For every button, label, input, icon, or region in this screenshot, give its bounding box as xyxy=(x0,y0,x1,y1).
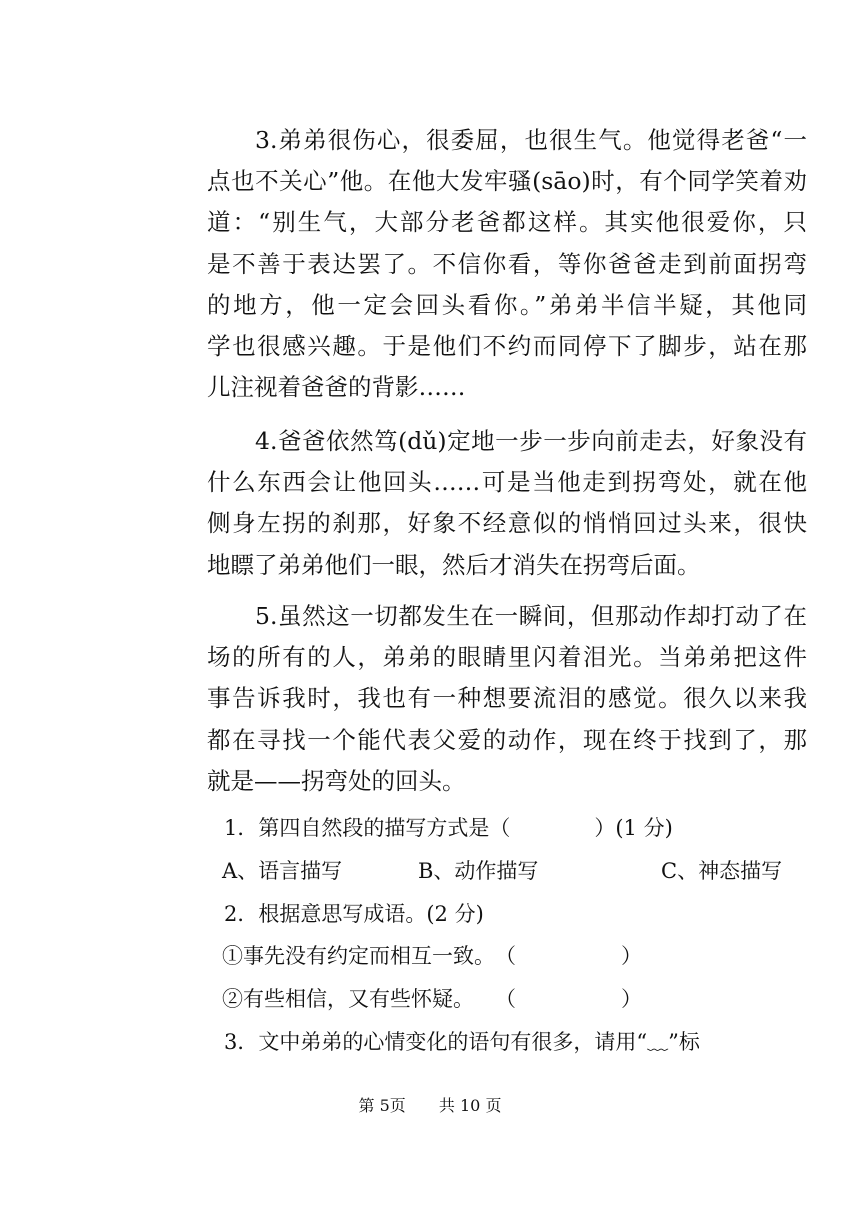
paragraph-line: 点也不关心”他。在他大发牢骚(sāo)时，有个同学笑着劝 xyxy=(207,167,807,196)
passage-paragraph-5 xyxy=(207,596,807,802)
page-footer xyxy=(0,1095,860,1117)
question-2-item-1: ①事先没有约定而相互一致。 （ ） xyxy=(222,944,642,968)
paragraph-line: 是不善于表达罢了。不信你看，等你爸爸走到前面拐弯 xyxy=(207,249,807,278)
paragraph-line: 事告诉我时，我也有一种想要流泪的感觉。很久以来我 xyxy=(207,684,807,713)
paragraph-line: 场的所有的人，弟弟的眼睛里闪着泪光。当弟弟把这件 xyxy=(207,643,807,672)
passage-paragraph-4 xyxy=(207,421,807,586)
paragraph-line: 道：“别生气，大部分老爸都这样。其实他很爱你，只 xyxy=(207,208,807,237)
paragraph-line: 5.虽然这一切都发生在一瞬间，但那动作却打动了在 xyxy=(255,602,807,630)
paragraph-line: 学也很感兴趣。于是他们不约而同停下了脚步，站在那 xyxy=(207,332,807,361)
paragraph-line: 什么东西会让他回头……可是当他走到拐弯处，就在他 xyxy=(207,468,807,497)
question-2: 2．根据意思写成语。(2 分) xyxy=(224,902,484,926)
page-total: 共 10 页 xyxy=(438,1096,502,1115)
option-b: B、动作描写 xyxy=(418,859,539,883)
paragraph-line: 就是——拐弯处的回头。 xyxy=(207,766,466,795)
question-3: 3．文中弟弟的心情变化的语句有很多，请用“﹏”标 xyxy=(224,1030,700,1054)
paragraph-line: 4.爸爸依然笃(dǔ)定地一步一步向前走去，好象没有 xyxy=(255,427,807,455)
paragraph-line: 侧身左拐的刹那，好象不经意似的悄悄回过头来，很快 xyxy=(207,509,807,538)
question-1: 1．第四自然段的描写方式是（ ）(1 分) xyxy=(224,816,673,840)
paragraph-line: 3.弟弟很伤心，很委屈，也很生气。他觉得老爸“一 xyxy=(255,126,807,154)
question-2-item-2: ②有些相信，又有些怀疑。 （ ） xyxy=(222,987,642,1011)
paragraph-line: 地瞟了弟弟他们一眼，然后才消失在拐弯后面。 xyxy=(207,550,701,579)
option-c: C、神态描写 xyxy=(661,859,783,883)
option-a: A、语言描写 xyxy=(222,859,343,883)
page-number: 第 5页 xyxy=(358,1096,406,1115)
paragraph-line: 都在寻找一个能代表父爱的动作，现在终于找到了，那 xyxy=(207,725,807,754)
passage-paragraph-3 xyxy=(207,120,807,408)
paragraph-line: 儿注视着爸爸的背影…… xyxy=(207,373,466,402)
paragraph-line: 的地方，他一定会回头看你。”弟弟半信半疑，其他同 xyxy=(207,290,807,319)
